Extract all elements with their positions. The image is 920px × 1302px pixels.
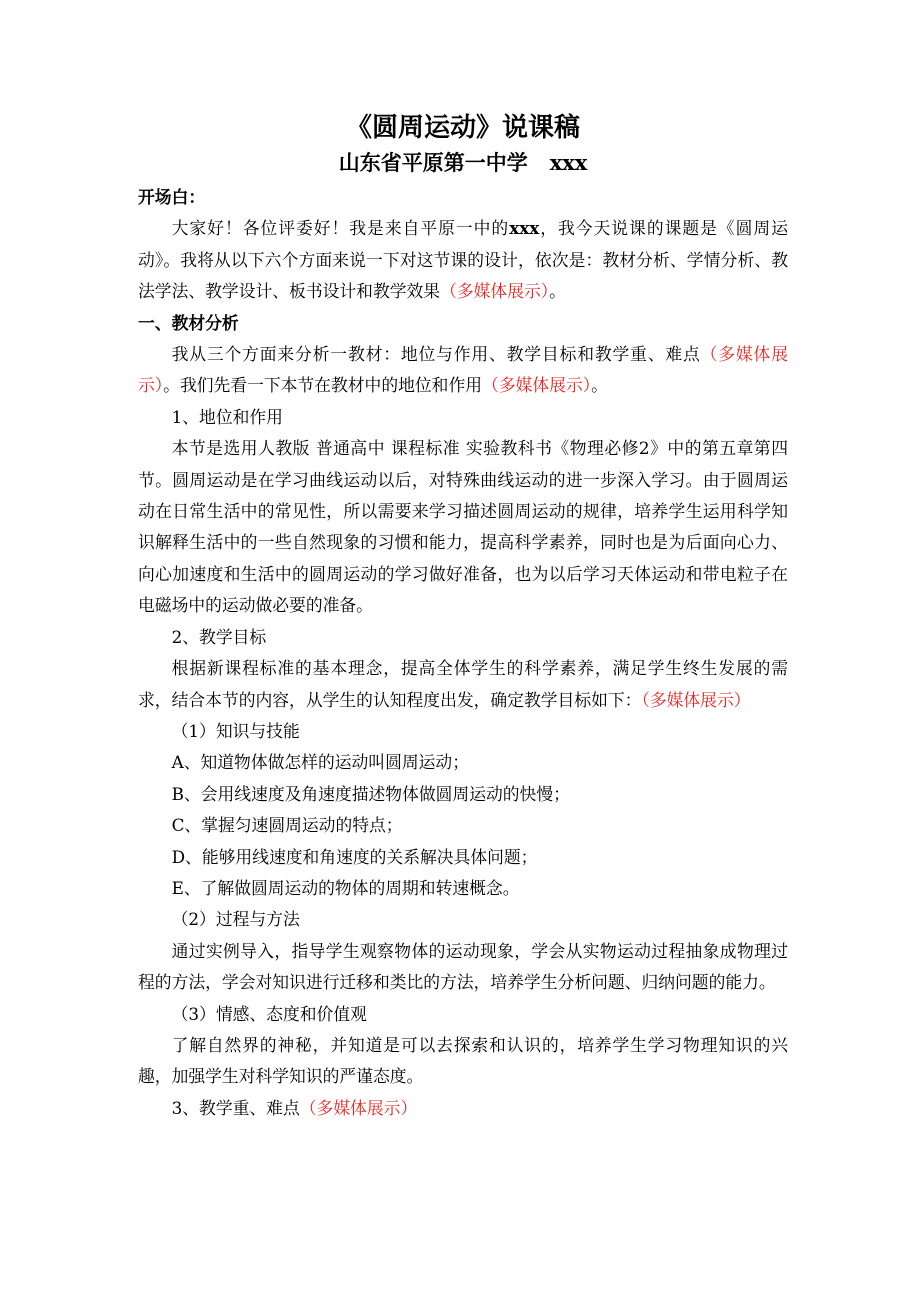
punct: 。 [549, 281, 566, 302]
opening-text: 大家好！各位评委好！我是来自平原一中的 [171, 218, 510, 239]
goal-item: A、知道物体做怎样的运动叫圆周运动； [171, 752, 469, 773]
goal-knowledge-title: （1）知识与技能 [171, 720, 300, 741]
punct: 。 [591, 375, 608, 396]
opening-text-2: ，我今天说课的课题是《圆周运动》。我将从以下六个方面来说一下对这节课的设计，依次是：教材分析、学情分析、教法学法、教学设计、板书设计和教学效果 [138, 218, 788, 302]
subsection-title-goals: 2、教学目标 [171, 626, 267, 647]
opening-heading: 开场白： [138, 187, 206, 207]
author-name: xxx [549, 150, 588, 175]
intro-text-2: 。我们先看一下本节在教材中的地位和作用 [163, 375, 483, 396]
intro-text: 我从三个方面来分析一教材：地位与作用、教学目标和教学重、难点 [171, 344, 701, 365]
media-note: （多媒体展示） [299, 1097, 418, 1118]
goal-attitude-paragraph: 了解自然界的神秘，并知道是可以去探索和认识的，培养学生学习物理知识的兴趣，加强学生对科学知识的严谨态度。 [138, 1034, 788, 1087]
media-note: （多媒体展示） [482, 375, 592, 396]
goal-item: D、能够用线速度和角速度的关系解决具体问题； [171, 846, 538, 867]
goal-process-title: （2）过程与方法 [171, 909, 300, 930]
goal-item: C、掌握匀速圆周运动的特点； [171, 815, 403, 836]
goals-text: 根据新课程标准的基本理念，提高全体学生的科学素养，满足学生终生发展的需求，结合本节的内容，从学生的认知程度出发，确定教学目标如下： [138, 658, 788, 710]
media-note: （多媒体展示） [440, 281, 550, 302]
keypoints-text: 3、教学重、难点 [171, 1097, 300, 1118]
media-note: （多媒体展示） [641, 689, 751, 710]
goal-attitude-title: （3）情感、态度和价值观 [171, 1003, 367, 1024]
subsection-title-keypoints [138, 1093, 788, 1124]
speaker-name: xxx [509, 218, 540, 239]
media-note: （多媒体展示） [138, 344, 788, 396]
section-intro [138, 339, 788, 402]
goals-paragraph [138, 653, 788, 716]
document-body [138, 110, 788, 1124]
document-title: 《圆周运动》说课稿 [345, 113, 580, 143]
school-name: 山东省平原第一中学 [338, 150, 528, 175]
opening-paragraph [138, 213, 788, 307]
section-heading: 一、教材分析 [138, 312, 239, 333]
goal-item: E、了解做圆周运动的物体的周期和转速概念。 [171, 877, 520, 898]
goal-process-paragraph: 通过实例导入，指导学生观察物体的运动现象，学会从实物运动过程抽象成物理过程的方法，学会对知识进行迁移和类比的方法，培养学生分析问题、归纳问题的能力。 [138, 940, 788, 993]
position-paragraph: 本节是选用人教版 普通高中 课程标准 实验教科书《物理必修2》中的第五章第四节。圆周运动是在学习曲线运动以后，对特殊曲线运动的进一步深入学习。由于圆周运动在日常生活中的常见性，所以需要来学习描述圆周运动的规律，培养学生运用科学知识解释生活中的一些自然现象的习惯和能力，提高科学素养，同时也是为后面向心力、向心加速度和生活中的圆周运动的学习做好准备，也为以后学习天体运动和带电粒子在电磁场中的运动做必要的准备。 [138, 438, 788, 616]
subsection-title-position: 1、地位和作用 [171, 406, 283, 427]
document-subtitle [138, 146, 788, 180]
goal-item: B、会用线速度及角速度描述物体做圆周运动的快慢； [171, 783, 570, 804]
